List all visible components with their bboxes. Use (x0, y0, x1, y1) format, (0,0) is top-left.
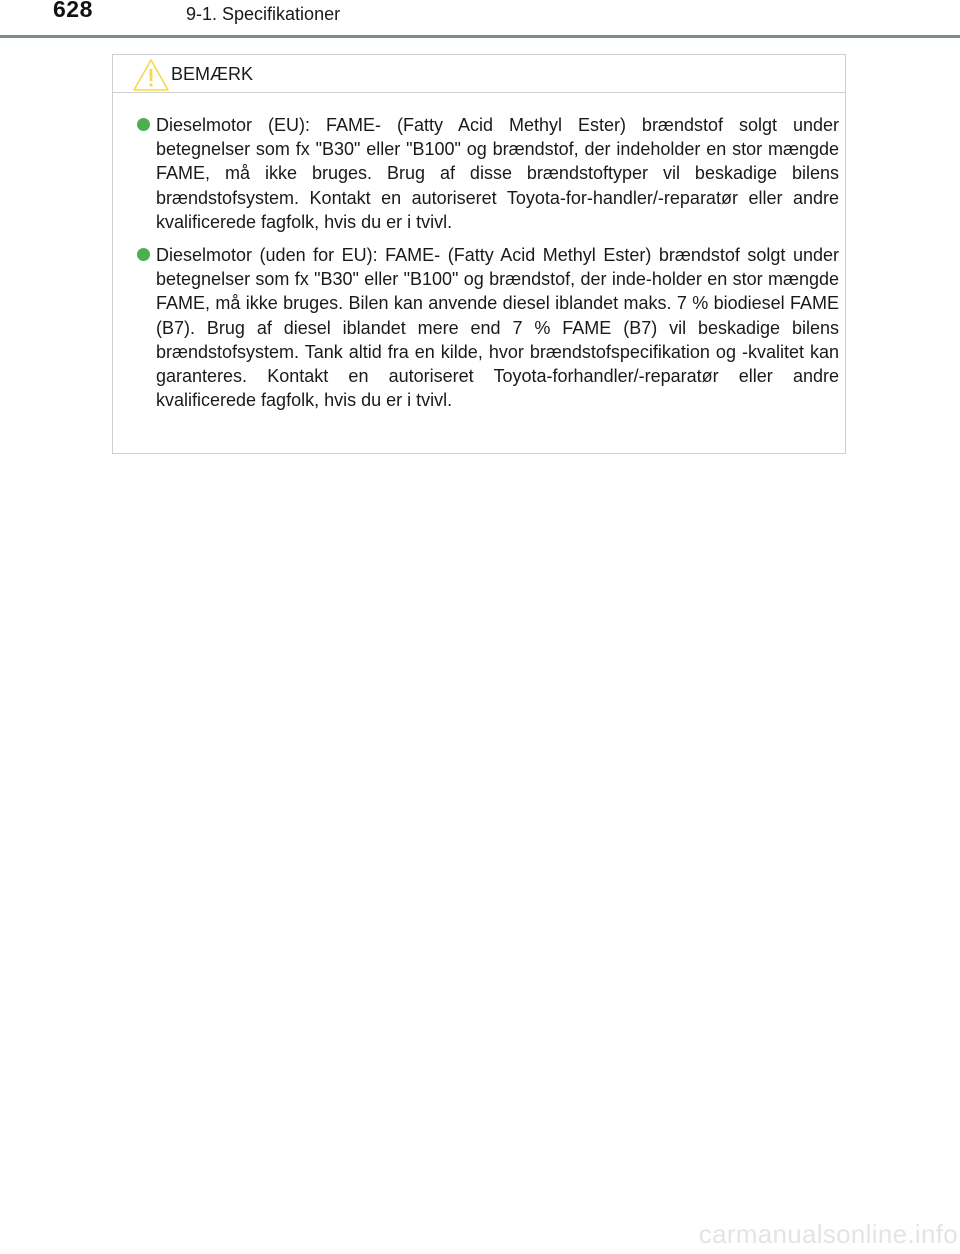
bullet-text: Dieselmotor (uden for EU): FAME- (Fatty Acid Methyl Ester) brændstof solgt under betegnelser som fx "B30" eller "B100" og brændstof, der inde-holder en stor mængde FAME, må ikke bruges. Bilen kan anvende diesel iblandet maks. 7 % biodiesel FAME (B7). Brug af diesel iblandet mere end 7 % FAME (B7) vil beskadige bilens brændstofsystem. Tank altid fra en kilde, hvor brændstofspecifikation og -kvalitet kan garanteres. Kontakt en autoriseret Toyota-forhandler/-reparatør eller andre kvalificerede fagfolk, hvis du er i tvivl. (156, 245, 839, 411)
note-box (112, 54, 846, 454)
page-number: 628 (53, 0, 93, 22)
list-item (137, 243, 839, 412)
header-rule (0, 35, 960, 38)
note-header (113, 55, 845, 93)
watermark: carmanualsonline.info (698, 1219, 958, 1249)
bullet-icon (137, 248, 150, 261)
warning-triangle-icon (132, 58, 170, 92)
list-item (137, 113, 839, 234)
bullet-text: Dieselmotor (EU): FAME- (Fatty Acid Methyl Ester) brændstof solgt under betegnelser som fx "B30" eller "B100" og brændstof, der indeholder en stor mængde FAME, må ikke bruges. Brug af disse brændstoftyper vil beskadige bilens brændstofsystem. Kontakt en autoriseret Toyota-for-handler/-reparatør eller andre kvalificerede fagfolk, hvis du er i tvivl. (156, 115, 839, 232)
section-title: 9-1. Specifikationer (186, 4, 341, 24)
note-body (137, 113, 839, 421)
bullet-icon (137, 118, 150, 131)
note-label: BEMÆRK (171, 64, 254, 84)
